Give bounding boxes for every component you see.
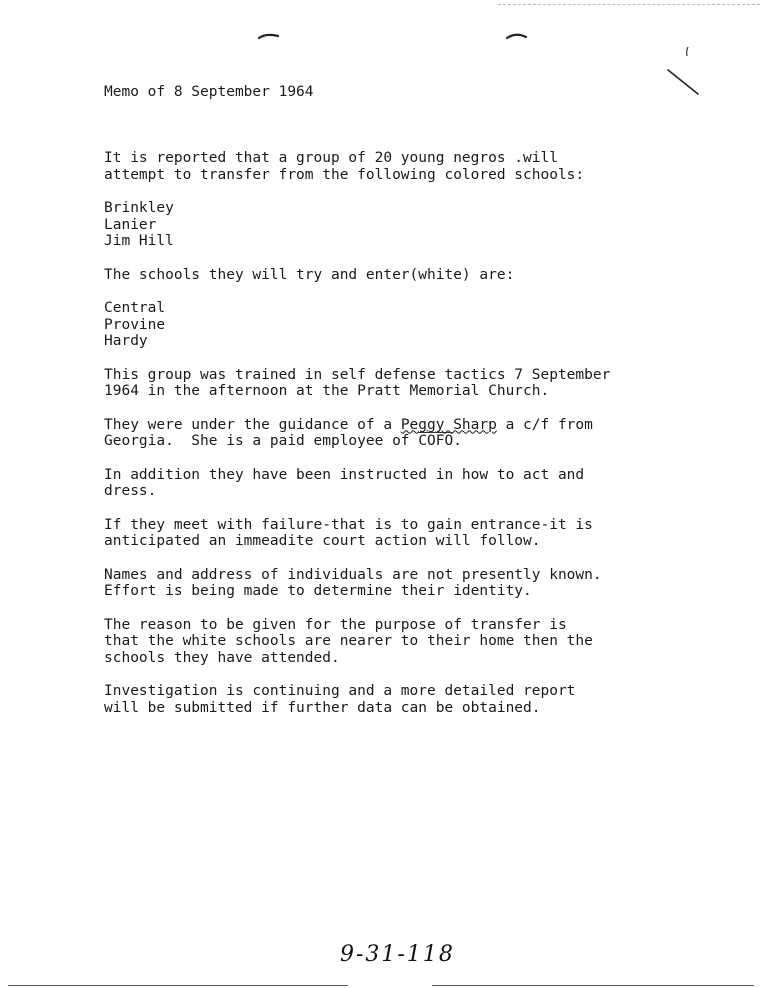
paragraph-instruction: In addition they have been instructed in how to act and dress. (104, 466, 585, 499)
paragraph-reason: The reason to be given for the purpose of transfer is that the white schools are nearer to their home then the schools they have attended. (104, 616, 593, 666)
paragraph-report: It is reported that a group of 20 young negros .will attempt to transfer from the following colored schools: (104, 150, 585, 183)
paragraph-investigation: Investigation is continuing and a more detailed report will be submitted if further data can be obtained. (104, 683, 576, 716)
underlined-name: Peggy Sharp (400, 416, 497, 433)
colored-schools-list (104, 200, 664, 250)
white-schools-list (104, 300, 664, 350)
paragraph-identity: Names and address of individuals are not presently known. Effort is being made to determine their identity. (104, 566, 602, 599)
list-item: Brinkley (104, 200, 174, 216)
paragraph-guidance (104, 417, 664, 450)
corner-check-mark (664, 44, 704, 100)
memo-date-line: Memo of 8 September 1964 (104, 84, 314, 100)
list-item: Lanier (104, 216, 157, 233)
top-edge-dashes (498, 4, 760, 5)
paragraph-training: This group was trained in self defense tactics 7 September 1964 in the afternoon at the Pratt Memorial Church. (104, 366, 611, 399)
list-item: Central (104, 300, 166, 316)
handwritten-file-number: 9-31-118 (340, 942, 455, 967)
list-item: Hardy (104, 333, 148, 349)
memo-body (104, 150, 664, 733)
paragraph-target-schools: The schools they will try and enter(white) are: (104, 266, 515, 283)
bottom-rule-left (8, 985, 348, 986)
bottom-rule-right (432, 985, 754, 986)
guidance-text-end: . (453, 433, 462, 449)
list-item: Provine (104, 316, 166, 333)
list-item: Jim Hill (104, 233, 174, 249)
hole-punch-mark-left (258, 30, 280, 42)
hole-punch-mark-right (506, 30, 528, 42)
paragraph-court-action: If they meet with failure-that is to gain entrance-it is anticipated an immeadite court action will follow. (104, 516, 593, 549)
guidance-text-middle: a c/f from Georgia. She is a paid employee of (104, 416, 593, 449)
guidance-text-start: They were under the guidance of a (104, 416, 401, 433)
organization-name: COFO (418, 433, 454, 449)
